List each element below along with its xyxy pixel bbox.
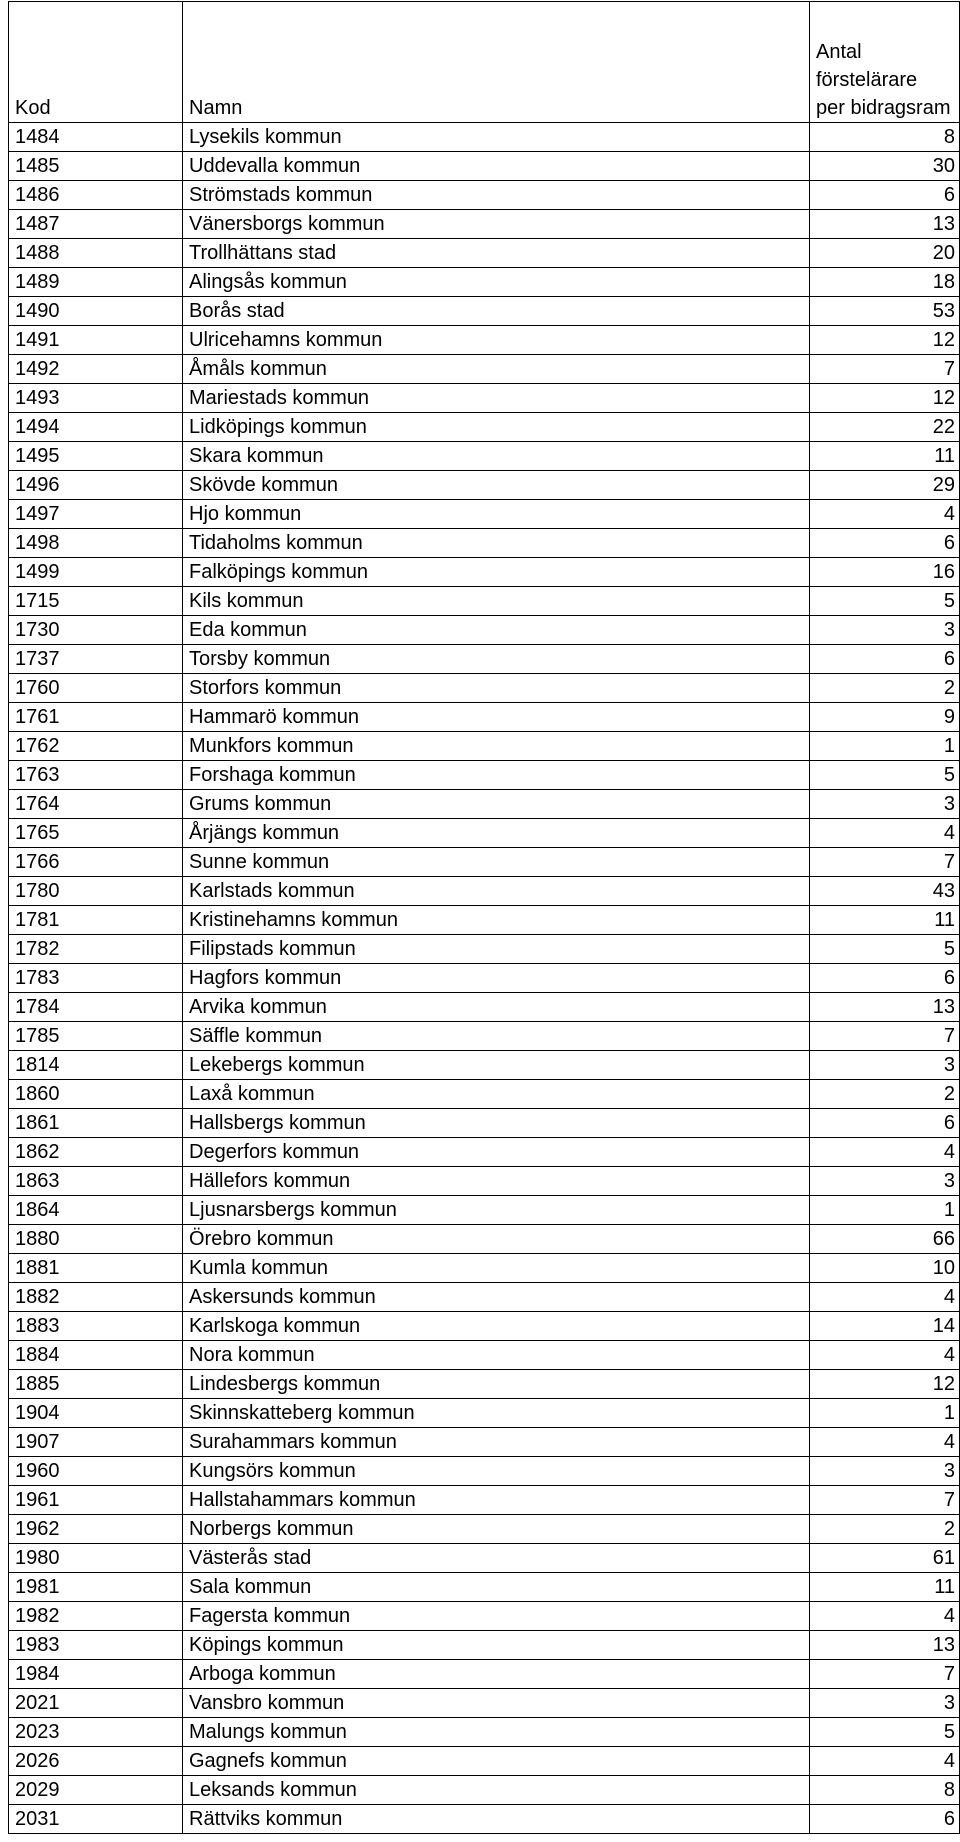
cell-code: 1785: [9, 1022, 183, 1051]
cell-code: 2026: [9, 1747, 183, 1776]
cell-name: Forshaga kommun: [183, 761, 810, 790]
table-row: [9, 500, 960, 529]
cell-code: 1983: [9, 1631, 183, 1660]
cell-count: 4: [810, 500, 960, 529]
cell-count: 2: [810, 674, 960, 703]
cell-name: Ljusnarsbergs kommun: [183, 1196, 810, 1225]
cell-code: 1981: [9, 1573, 183, 1602]
cell-code: 1495: [9, 442, 183, 471]
cell-name: Uddevalla kommun: [183, 152, 810, 181]
cell-name: Filipstads kommun: [183, 935, 810, 964]
cell-name: Köpings kommun: [183, 1631, 810, 1660]
cell-code: 1814: [9, 1051, 183, 1080]
cell-count: 3: [810, 790, 960, 819]
cell-name: Sala kommun: [183, 1573, 810, 1602]
cell-count: 4: [810, 1602, 960, 1631]
cell-code: 1492: [9, 355, 183, 384]
cell-name: Ulricehamns kommun: [183, 326, 810, 355]
cell-count: 3: [810, 1051, 960, 1080]
cell-name: Karlskoga kommun: [183, 1312, 810, 1341]
table-row: [9, 1457, 960, 1486]
cell-code: 1763: [9, 761, 183, 790]
table-row: [9, 674, 960, 703]
cell-code: 2029: [9, 1776, 183, 1805]
cell-name: Munkfors kommun: [183, 732, 810, 761]
cell-name: Lindesbergs kommun: [183, 1370, 810, 1399]
cell-count: 3: [810, 1167, 960, 1196]
cell-name: Hammarö kommun: [183, 703, 810, 732]
table-row: [9, 442, 960, 471]
table-row: [9, 616, 960, 645]
cell-code: 1781: [9, 906, 183, 935]
cell-code: 1761: [9, 703, 183, 732]
table-row: [9, 297, 960, 326]
cell-name: Lidköpings kommun: [183, 413, 810, 442]
header-count: [810, 2, 960, 123]
cell-code: 1980: [9, 1544, 183, 1573]
cell-name: Hallsbergs kommun: [183, 1109, 810, 1138]
header-count-line-1: Antal: [816, 41, 862, 63]
table-row: [9, 790, 960, 819]
cell-count: 1: [810, 1196, 960, 1225]
cell-code: 1863: [9, 1167, 183, 1196]
cell-code: 1784: [9, 993, 183, 1022]
cell-code: 1491: [9, 326, 183, 355]
cell-count: 53: [810, 297, 960, 326]
cell-code: 1493: [9, 384, 183, 413]
cell-name: Vänersborgs kommun: [183, 210, 810, 239]
table-row: [9, 964, 960, 993]
cell-name: Åmåls kommun: [183, 355, 810, 384]
cell-name: Trollhättans stad: [183, 239, 810, 268]
header-name: Namn: [183, 2, 810, 123]
cell-name: Årjängs kommun: [183, 819, 810, 848]
table-row: [9, 413, 960, 442]
table-row: [9, 819, 960, 848]
cell-name: Eda kommun: [183, 616, 810, 645]
cell-code: 1907: [9, 1428, 183, 1457]
header-count-line-3: per bidragsram: [816, 97, 951, 119]
cell-code: 1780: [9, 877, 183, 906]
cell-name: Strömstads kommun: [183, 181, 810, 210]
header-count-line-2: förstelärare: [816, 69, 918, 91]
cell-code: 1496: [9, 471, 183, 500]
cell-count: 6: [810, 1109, 960, 1138]
cell-count: 7: [810, 1660, 960, 1689]
cell-count: 6: [810, 1805, 960, 1834]
table-row: [9, 1718, 960, 1747]
cell-count: 11: [810, 442, 960, 471]
table-row: [9, 1544, 960, 1573]
cell-name: Hallstahammars kommun: [183, 1486, 810, 1515]
cell-count: 7: [810, 1022, 960, 1051]
table-row: [9, 1805, 960, 1834]
cell-name: Lekebergs kommun: [183, 1051, 810, 1080]
cell-code: 1494: [9, 413, 183, 442]
cell-count: 11: [810, 1573, 960, 1602]
cell-name: Malungs kommun: [183, 1718, 810, 1747]
cell-count: 3: [810, 616, 960, 645]
table-row: [9, 732, 960, 761]
cell-count: 18: [810, 268, 960, 297]
cell-count: 14: [810, 1312, 960, 1341]
cell-name: Tidaholms kommun: [183, 529, 810, 558]
table-row: [9, 1225, 960, 1254]
cell-count: 7: [810, 848, 960, 877]
cell-count: 12: [810, 326, 960, 355]
table-row: [9, 1689, 960, 1718]
cell-code: 1486: [9, 181, 183, 210]
table-row: [9, 1080, 960, 1109]
table-row: [9, 1486, 960, 1515]
table-row: [9, 123, 960, 152]
table-row: [9, 1254, 960, 1283]
cell-code: 1737: [9, 645, 183, 674]
cell-name: Hjo kommun: [183, 500, 810, 529]
table-row: [9, 1109, 960, 1138]
cell-count: 4: [810, 1341, 960, 1370]
cell-code: 1860: [9, 1080, 183, 1109]
table-row: [9, 1196, 960, 1225]
cell-count: 3: [810, 1689, 960, 1718]
table-row: [9, 761, 960, 790]
table-row: [9, 1776, 960, 1805]
cell-name: Kumla kommun: [183, 1254, 810, 1283]
table-row: [9, 326, 960, 355]
table-row: [9, 558, 960, 587]
table-row: [9, 1283, 960, 1312]
cell-name: Gagnefs kommun: [183, 1747, 810, 1776]
cell-code: 1884: [9, 1341, 183, 1370]
cell-name: Alingsås kommun: [183, 268, 810, 297]
cell-count: 4: [810, 1283, 960, 1312]
cell-name: Laxå kommun: [183, 1080, 810, 1109]
cell-name: Vansbro kommun: [183, 1689, 810, 1718]
cell-name: Nora kommun: [183, 1341, 810, 1370]
cell-count: 20: [810, 239, 960, 268]
table-row: [9, 1747, 960, 1776]
cell-code: 2031: [9, 1805, 183, 1834]
cell-code: 1880: [9, 1225, 183, 1254]
table-row: [9, 1515, 960, 1544]
table-row: [9, 877, 960, 906]
cell-code: 1984: [9, 1660, 183, 1689]
cell-code: 1762: [9, 732, 183, 761]
table-row: [9, 181, 960, 210]
table-row: [9, 1022, 960, 1051]
cell-count: 5: [810, 935, 960, 964]
cell-count: 5: [810, 1718, 960, 1747]
cell-name: Mariestads kommun: [183, 384, 810, 413]
cell-count: 6: [810, 964, 960, 993]
table-row: [9, 239, 960, 268]
table-row: [9, 210, 960, 239]
cell-code: 1881: [9, 1254, 183, 1283]
cell-code: 1883: [9, 1312, 183, 1341]
cell-name: Degerfors kommun: [183, 1138, 810, 1167]
cell-count: 1: [810, 1399, 960, 1428]
cell-name: Säffle kommun: [183, 1022, 810, 1051]
cell-code: 1885: [9, 1370, 183, 1399]
table-body: [9, 123, 960, 1834]
cell-count: 2: [810, 1080, 960, 1109]
table-row: [9, 1051, 960, 1080]
cell-name: Norbergs kommun: [183, 1515, 810, 1544]
cell-code: 1498: [9, 529, 183, 558]
cell-count: 5: [810, 761, 960, 790]
cell-name: Fagersta kommun: [183, 1602, 810, 1631]
cell-name: Skara kommun: [183, 442, 810, 471]
cell-name: Kils kommun: [183, 587, 810, 616]
cell-code: 1982: [9, 1602, 183, 1631]
cell-count: 13: [810, 1631, 960, 1660]
cell-code: 1783: [9, 964, 183, 993]
cell-code: 1487: [9, 210, 183, 239]
table-row: [9, 703, 960, 732]
cell-count: 6: [810, 529, 960, 558]
cell-code: 1760: [9, 674, 183, 703]
cell-name: Sunne kommun: [183, 848, 810, 877]
cell-count: 3: [810, 1457, 960, 1486]
table-row: [9, 1660, 960, 1689]
table-row: [9, 1573, 960, 1602]
table-row: [9, 1370, 960, 1399]
cell-count: 13: [810, 993, 960, 1022]
cell-name: Karlstads kommun: [183, 877, 810, 906]
table-row: [9, 1602, 960, 1631]
header-code: Kod: [9, 2, 183, 123]
cell-count: 8: [810, 123, 960, 152]
cell-count: 11: [810, 906, 960, 935]
cell-count: 1: [810, 732, 960, 761]
cell-code: 1730: [9, 616, 183, 645]
table-row: [9, 993, 960, 1022]
teacher-allocation-table: [8, 1, 960, 1834]
cell-name: Surahammars kommun: [183, 1428, 810, 1457]
cell-name: Askersunds kommun: [183, 1283, 810, 1312]
cell-name: Torsby kommun: [183, 645, 810, 674]
cell-name: Kungsörs kommun: [183, 1457, 810, 1486]
cell-code: 1864: [9, 1196, 183, 1225]
cell-count: 4: [810, 1747, 960, 1776]
cell-name: Leksands kommun: [183, 1776, 810, 1805]
cell-name: Hällefors kommun: [183, 1167, 810, 1196]
cell-code: 1861: [9, 1109, 183, 1138]
table-row: [9, 1138, 960, 1167]
cell-count: 43: [810, 877, 960, 906]
cell-count: 4: [810, 819, 960, 848]
table-row: [9, 152, 960, 181]
cell-name: Arvika kommun: [183, 993, 810, 1022]
cell-code: 1490: [9, 297, 183, 326]
cell-count: 29: [810, 471, 960, 500]
table-row: [9, 471, 960, 500]
cell-count: 7: [810, 1486, 960, 1515]
cell-count: 22: [810, 413, 960, 442]
cell-count: 12: [810, 384, 960, 413]
cell-name: Lysekils kommun: [183, 123, 810, 152]
table-row: [9, 355, 960, 384]
cell-count: 6: [810, 645, 960, 674]
cell-code: 1484: [9, 123, 183, 152]
cell-name: Kristinehamns kommun: [183, 906, 810, 935]
cell-code: 1764: [9, 790, 183, 819]
cell-name: Örebro kommun: [183, 1225, 810, 1254]
cell-count: 12: [810, 1370, 960, 1399]
cell-code: 1497: [9, 500, 183, 529]
cell-code: 1961: [9, 1486, 183, 1515]
cell-name: Arboga kommun: [183, 1660, 810, 1689]
cell-count: 9: [810, 703, 960, 732]
table-row: [9, 1399, 960, 1428]
cell-name: Västerås stad: [183, 1544, 810, 1573]
table-row: [9, 1167, 960, 1196]
cell-count: 61: [810, 1544, 960, 1573]
cell-code: 2021: [9, 1689, 183, 1718]
cell-code: 1862: [9, 1138, 183, 1167]
cell-name: Skinnskatteberg kommun: [183, 1399, 810, 1428]
cell-code: 2023: [9, 1718, 183, 1747]
cell-name: Storfors kommun: [183, 674, 810, 703]
cell-code: 1962: [9, 1515, 183, 1544]
cell-code: 1766: [9, 848, 183, 877]
table-row: [9, 935, 960, 964]
cell-name: Rättviks kommun: [183, 1805, 810, 1834]
cell-code: 1715: [9, 587, 183, 616]
cell-name: Hagfors kommun: [183, 964, 810, 993]
cell-code: 1488: [9, 239, 183, 268]
cell-count: 6: [810, 181, 960, 210]
cell-count: 66: [810, 1225, 960, 1254]
cell-code: 1499: [9, 558, 183, 587]
cell-count: 13: [810, 210, 960, 239]
cell-count: 5: [810, 587, 960, 616]
table-row: [9, 384, 960, 413]
cell-name: Falköpings kommun: [183, 558, 810, 587]
cell-count: 7: [810, 355, 960, 384]
cell-name: Borås stad: [183, 297, 810, 326]
table-row: [9, 906, 960, 935]
table-row: [9, 1341, 960, 1370]
cell-name: Skövde kommun: [183, 471, 810, 500]
cell-count: 30: [810, 152, 960, 181]
cell-code: 1882: [9, 1283, 183, 1312]
cell-code: 1485: [9, 152, 183, 181]
table-row: [9, 587, 960, 616]
cell-name: Grums kommun: [183, 790, 810, 819]
table-row: [9, 1631, 960, 1660]
cell-code: 1782: [9, 935, 183, 964]
cell-count: 2: [810, 1515, 960, 1544]
table-row: [9, 268, 960, 297]
cell-count: 4: [810, 1428, 960, 1457]
cell-code: 1765: [9, 819, 183, 848]
table-row: [9, 1428, 960, 1457]
cell-count: 10: [810, 1254, 960, 1283]
header-row: [9, 2, 960, 123]
table-row: [9, 645, 960, 674]
cell-count: 4: [810, 1138, 960, 1167]
table-row: [9, 529, 960, 558]
data-table-container: [8, 1, 959, 1834]
cell-count: 8: [810, 1776, 960, 1805]
cell-code: 1489: [9, 268, 183, 297]
cell-code: 1960: [9, 1457, 183, 1486]
table-row: [9, 1312, 960, 1341]
cell-code: 1904: [9, 1399, 183, 1428]
table-row: [9, 848, 960, 877]
cell-count: 16: [810, 558, 960, 587]
